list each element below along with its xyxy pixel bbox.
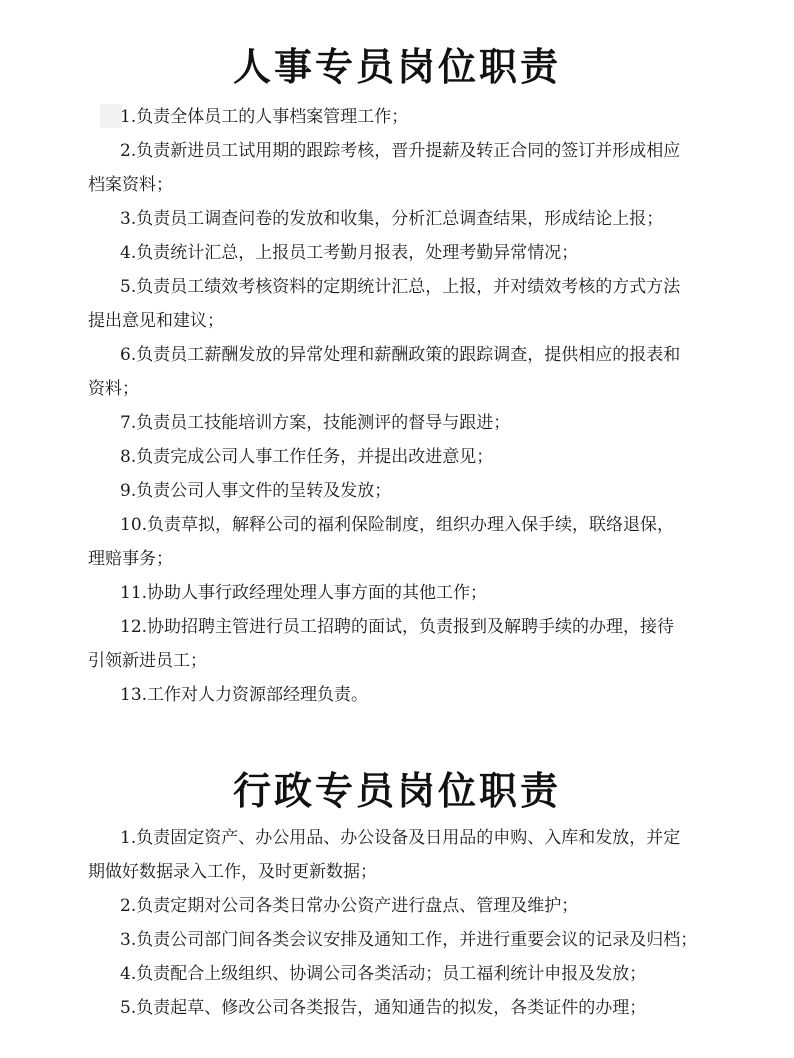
duty-item-line: 11.协助人事行政经理处理人事方面的其他工作； <box>120 583 488 603</box>
duty-list-hr <box>88 100 718 712</box>
duty-item <box>88 270 718 338</box>
duty-item <box>88 678 718 712</box>
duty-item <box>88 338 718 406</box>
duty-list-admin <box>88 821 718 1025</box>
duty-item-line: 4.负责配合上级组织、协调公司各类活动；员工福利统计申报及发放； <box>120 964 647 984</box>
duty-item-line: 引领新进员工； <box>88 651 207 671</box>
duty-item <box>88 923 718 957</box>
duty-item <box>88 610 718 678</box>
duty-item-line: 3.负责员工调查问卷的发放和收集，分析汇总调查结果，形成结论上报； <box>120 209 664 229</box>
duty-item <box>88 821 718 889</box>
duty-item <box>88 889 718 923</box>
duty-item-line: 6.负责员工薪酬发放的异常处理和薪酬政策的跟踪调查，提供相应的报表和 <box>120 345 681 365</box>
duty-item <box>88 100 718 134</box>
duty-item <box>88 576 718 610</box>
duty-item <box>88 236 718 270</box>
duty-item <box>88 474 718 508</box>
duty-item-line: 4.负责统计汇总，上报员工考勤月报表，处理考勤异常情况； <box>120 243 579 263</box>
duty-item-line: 档案资料； <box>88 175 173 195</box>
duty-item <box>88 406 718 440</box>
duty-item-line: 12.协助招聘主管进行员工招聘的面试，负责报到及解聘手续的办理，接待 <box>120 617 675 637</box>
duty-item-line: 5.负责起草、修改公司各类报告，通知通告的拟发，各类证件的办理； <box>120 998 647 1018</box>
duty-item <box>88 202 718 236</box>
duty-item-line: 2.负责新进员工试用期的跟踪考核，晋升提薪及转正合同的签订并形成相应 <box>120 141 681 161</box>
duty-item-line: 理赔事务； <box>88 549 173 569</box>
duty-item-line: 8.负责完成公司人事工作任务，并提出改进意见； <box>120 447 494 467</box>
duty-item <box>88 991 718 1025</box>
duty-item-line: 3.负责公司部门间各类会议安排及通知工作，并进行重要会议的记录及归档； <box>120 930 698 950</box>
duty-item-line: 5.负责员工绩效考核资料的定期统计汇总，上报，并对绩效考核的方式方法 <box>120 277 681 297</box>
duty-item <box>88 957 718 991</box>
section-title-hr: 人事专员岗位职责 <box>232 44 561 89</box>
duty-item-line: 13.工作对人力资源部经理负责。 <box>120 685 369 705</box>
duty-item-line: 1.负责全体员工的人事档案管理工作； <box>120 107 409 127</box>
section-title-admin: 行政专员岗位职责 <box>232 768 561 813</box>
duty-item-line: 9.负责公司人事文件的呈转及发放； <box>120 481 392 501</box>
duty-item-line: 2.负责定期对公司各类日常办公资产进行盘点、管理及维护； <box>120 896 579 916</box>
duty-item <box>88 508 718 576</box>
duty-item-line: 1.负责固定资产、办公用品、办公设备及日用品的申购、入库和发放，并定 <box>120 828 681 848</box>
duty-item <box>88 134 718 202</box>
duty-item-line: 提出意见和建议； <box>88 311 224 331</box>
duty-item <box>88 440 718 474</box>
duty-item-line: 7.负责员工技能培训方案，技能测评的督导与跟进； <box>120 413 511 433</box>
duty-item-line: 10.负责草拟，解释公司的福利保险制度，组织办理入保手续，联络退保， <box>120 515 675 535</box>
duty-item-line: 资料； <box>88 379 139 399</box>
duty-item-line: 期做好数据录入工作，及时更新数据； <box>88 862 377 882</box>
